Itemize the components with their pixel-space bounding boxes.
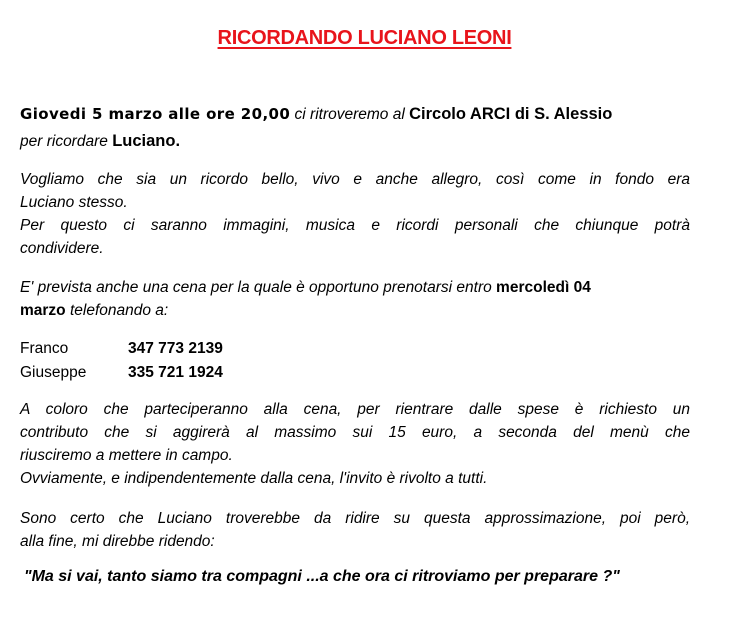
contact-row xyxy=(20,362,690,384)
event-date: Giovedi 5 marzo alle ore 20,00 xyxy=(20,105,291,123)
paragraph-line: Ovviamente, e indipendentemente dalla cena, l'invito è rivolto a tutti. xyxy=(20,470,488,487)
contact-name: Franco xyxy=(20,340,69,357)
event-place: Circolo ARCI di S. Alessio xyxy=(409,105,613,123)
honoree-name: Luciano. xyxy=(112,132,181,150)
deadline-month: marzo xyxy=(20,302,66,319)
event-line xyxy=(20,103,690,126)
event-line-2 xyxy=(20,130,690,153)
closing-quote: "Ma si vai, tanto siamo tra compagni ...a che ora ci ritroviamo per preparare ?" xyxy=(24,568,620,585)
paragraph-line: contributo che si aggirerà al massimo sui 15 euro, a seconda del menù che xyxy=(20,424,690,441)
contact-phone[interactable]: 347 773 2139 xyxy=(128,340,223,357)
page-title xyxy=(0,27,729,50)
event-text: ci ritroveremo al xyxy=(294,106,405,123)
deadline-day: mercoledì 04 xyxy=(496,279,591,296)
contact-name: Giuseppe xyxy=(20,364,87,381)
paragraph-line: condividere. xyxy=(20,240,104,257)
paragraph-line: Per questo ci saranno immagini, musica e ricordi personali che chiunque potrà xyxy=(20,217,690,234)
contact-phone[interactable]: 335 721 1924 xyxy=(128,364,223,381)
event-purpose: per ricordare xyxy=(20,133,108,150)
paragraph-line: Luciano stesso. xyxy=(20,194,128,211)
paragraph-line: Sono certo che Luciano troverebbe da ridire su questa approssimazione, poi però, xyxy=(20,510,690,527)
dinner-line xyxy=(20,277,690,299)
dinner-text: E' prevista anche una cena per la quale è opportuno prenotarsi entro xyxy=(20,279,492,296)
title-text: RICORDANDO LUCIANO LEONI xyxy=(217,27,512,49)
dinner-phone-text: telefonando a: xyxy=(69,302,169,319)
paragraph-line: alla fine, mi direbbe ridendo: xyxy=(20,533,215,550)
contact-row xyxy=(20,338,690,360)
dinner-line-2 xyxy=(20,300,690,322)
paragraph-line: riusciremo a mettere in campo. xyxy=(20,447,233,464)
paragraph-line: A coloro che parteciperanno alla cena, per rientrare dalle spese è richiesto un xyxy=(20,401,690,418)
paragraph-line: Vogliamo che sia un ricordo bello, vivo e anche allegro, così come in fondo era xyxy=(20,171,690,188)
